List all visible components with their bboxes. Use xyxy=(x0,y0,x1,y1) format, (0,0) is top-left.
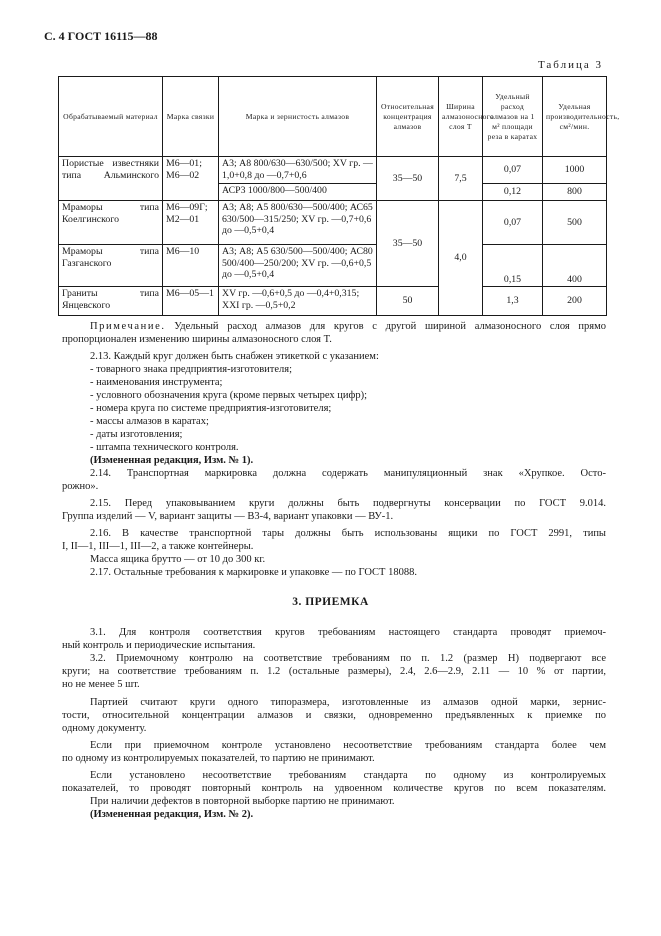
row4-diamond: XV гр. —0,6+0,5 до —0,4+0,315; XXI гр. —0,5+0,2 xyxy=(219,287,377,316)
row234-width: 4,0 xyxy=(439,201,483,316)
para-3-2-line-3: но не менее 5 шт. xyxy=(62,679,140,690)
row1-width: 7,5 xyxy=(439,157,483,201)
list-item: - наименования инструмента; xyxy=(90,377,223,388)
table-note xyxy=(62,320,606,346)
header-bond-mark: Марка связки xyxy=(163,77,219,157)
note-label: Примечание. xyxy=(90,321,166,332)
row2-material: Мраморы типа Коелгинского xyxy=(59,201,163,245)
row1-productivity-a: 1000 xyxy=(543,157,607,184)
row3-bond: М6—10 xyxy=(163,245,219,287)
para-3-3-line-3: одному документу. xyxy=(62,723,147,734)
row1-bond: М6—01; М6—02 xyxy=(163,157,219,201)
list-item: - номера круга по системе предприятия-изготовителя; xyxy=(90,403,332,414)
para-3-5-line-1: Если установлено несоответствие требованиям стандарта по одному из контролируемых xyxy=(90,770,606,781)
label-requirements-list xyxy=(62,363,606,454)
page-header: С. 4 ГОСТ 16115—88 xyxy=(44,29,158,43)
table-label: Таблица 3 xyxy=(537,59,603,71)
list-item: - условного обозначения круга (кроме первых четырех цифр); xyxy=(90,390,367,401)
list-item: - штампа технического контроля. xyxy=(90,442,239,453)
acceptance-section xyxy=(62,626,606,821)
list-item: - массы алмазов в каратах; xyxy=(90,416,209,427)
row4-concentration: 50 xyxy=(377,287,439,316)
revision-note-2: (Измененная редакция, Изм. № 2). xyxy=(90,809,254,820)
row4-consumption: 1,3 xyxy=(483,287,543,316)
row2-diamond: А3; А8; А5 800/630—500/400; АС65 630/500—315/250; XV гр. —0,7+0,6 до —0,5+0,4 xyxy=(219,201,377,245)
row4-productivity: 200 xyxy=(543,287,607,316)
clause-2-17: 2.17. Остальные требования к маркировке и упаковке — по ГОСТ 18088. xyxy=(90,567,417,578)
row23-concentration: 35—50 xyxy=(377,201,439,287)
row4-bond: М6—05—1 xyxy=(163,287,219,316)
header-consumption: Удельный расход алмазов на 1 м² площади реза в каратах xyxy=(483,77,543,157)
para-3-2-line-2: круги; на соответствие требованиям п. 1.2 (остальные размеры), 2.4, 2.6—2.9, 2.11 — 10 % от партии, xyxy=(62,666,606,677)
para-3-4-line-1: Если при приемочном контроле установлено несоответствие требованиям стандарта более чем xyxy=(90,740,606,751)
header-productivity: Удельная производительность, см²/мин. xyxy=(543,77,607,157)
row1-productivity-b: 800 xyxy=(543,184,607,201)
row1-diamond-b: АСР3 1000/800—500/400 xyxy=(219,184,377,201)
list-item: - даты изготовления; xyxy=(90,429,183,440)
row1-consumption-b: 0,12 xyxy=(483,184,543,201)
para-3-1-line-2: ный контроль и периодические испытания. xyxy=(62,640,256,651)
clause-2-14-line-2: рожно». xyxy=(62,481,99,492)
row1-consumption-a: 0,07 xyxy=(483,157,543,184)
note-text-1: Удельный расход алмазов для кругов с другой шириной алмазоносного слоя прямо xyxy=(174,321,606,332)
row3-diamond: А3; А8; А5 630/500—500/400; АС80 500/400—250/200; XV гр. —0,6+0,5 до —0,5+0,4 xyxy=(219,245,377,287)
row4-material: Граниты типа Янцевского xyxy=(59,287,163,316)
para-3-4-line-2: по одному из контролируемых показателей, то партию не принимают. xyxy=(62,753,375,764)
list-item: - товарного знака предприятия-изготовителя; xyxy=(90,364,293,375)
row3-material: Мраморы типа Газганского xyxy=(59,245,163,287)
clause-2-16-line-1: 2.16. В качестве транспортной тары должны быть использованы ящики по ГОСТ 2991, типы xyxy=(90,528,606,539)
para-3-3-line-1: Партией считают круги одного типоразмера, изготовленные из алмазов одной марки, зернис- xyxy=(90,697,606,708)
section-title-acceptance: 3. ПРИЕМКА xyxy=(292,596,369,608)
header-diamond-mark: Марка и зернистость алмазов xyxy=(219,77,377,157)
clause-2-14-line-1: 2.14. Транспортная маркировка должна содержать манипуляционный знак «Хрупкое. Осто- xyxy=(90,468,606,479)
row1-concentration: 35—50 xyxy=(377,157,439,201)
clause-2-16-line-3: Масса ящика брутто — от 10 до 300 кг. xyxy=(90,554,266,565)
para-3-3-line-2: тости, относительной концентрации алмазов и связки, одновременно предъявленных к приемке по xyxy=(62,710,606,721)
header-width: Ширина алмазоносного слоя T xyxy=(439,77,483,157)
row2-productivity: 500 xyxy=(543,201,607,245)
clause-2-15-line-1: 2.15. Перед упаковыванием круги должны быть подвергнуты консервации по ГОСТ 9.014. xyxy=(90,498,606,509)
row1-diamond-a: А3; А8 800/630—630/500; XV гр. —1,0+0,8 до —0,7+0,6 xyxy=(219,157,377,184)
diamond-specs-table xyxy=(58,76,620,316)
header-material: Обрабатываемый материал xyxy=(59,77,163,157)
para-3-6: При наличии дефектов в повторной выборке партию не принимают. xyxy=(90,796,395,807)
row3-productivity: 400 xyxy=(543,245,607,287)
clauses-section xyxy=(62,350,606,579)
clause-2-13: 2.13. Каждый круг должен быть снабжен этикеткой с указанием: xyxy=(90,351,379,362)
para-3-1-line-1: 3.1. Для контроля соответствия кругов требованиям настоящего стандарта проводят приемоч- xyxy=(90,627,606,638)
row2-bond: М6—09Г; М2—01 xyxy=(163,201,219,245)
row3-consumption: 0,15 xyxy=(483,245,543,287)
header-concentration: Относительная концентрация алмазов xyxy=(377,77,439,157)
para-3-5-line-2: показателей, то проводят повторный контроль на удвоенном количестве кругов по всем показателям. xyxy=(62,783,606,794)
revision-note-1: (Измененная редакция, Изм. № 1). xyxy=(90,455,254,466)
row2-consumption: 0,07 xyxy=(483,201,543,245)
row1-material: Пористые известняки типа Альминского xyxy=(59,157,163,201)
note-text-2: пропорционален изменению ширины алмазоносного слоя T. xyxy=(62,334,332,345)
clause-2-16-line-2: I, II—1, III—1, III—2, а также контейнеры. xyxy=(62,541,254,552)
para-3-2-line-1: 3.2. Приемочному контролю на соответствие требованиям по п. 1.2 (размер H) подвергают все xyxy=(90,653,606,664)
clause-2-15-line-2: Группа изделий — V, вариант защиты — В3-4, вариант упаковки — ВУ-1. xyxy=(62,511,394,522)
